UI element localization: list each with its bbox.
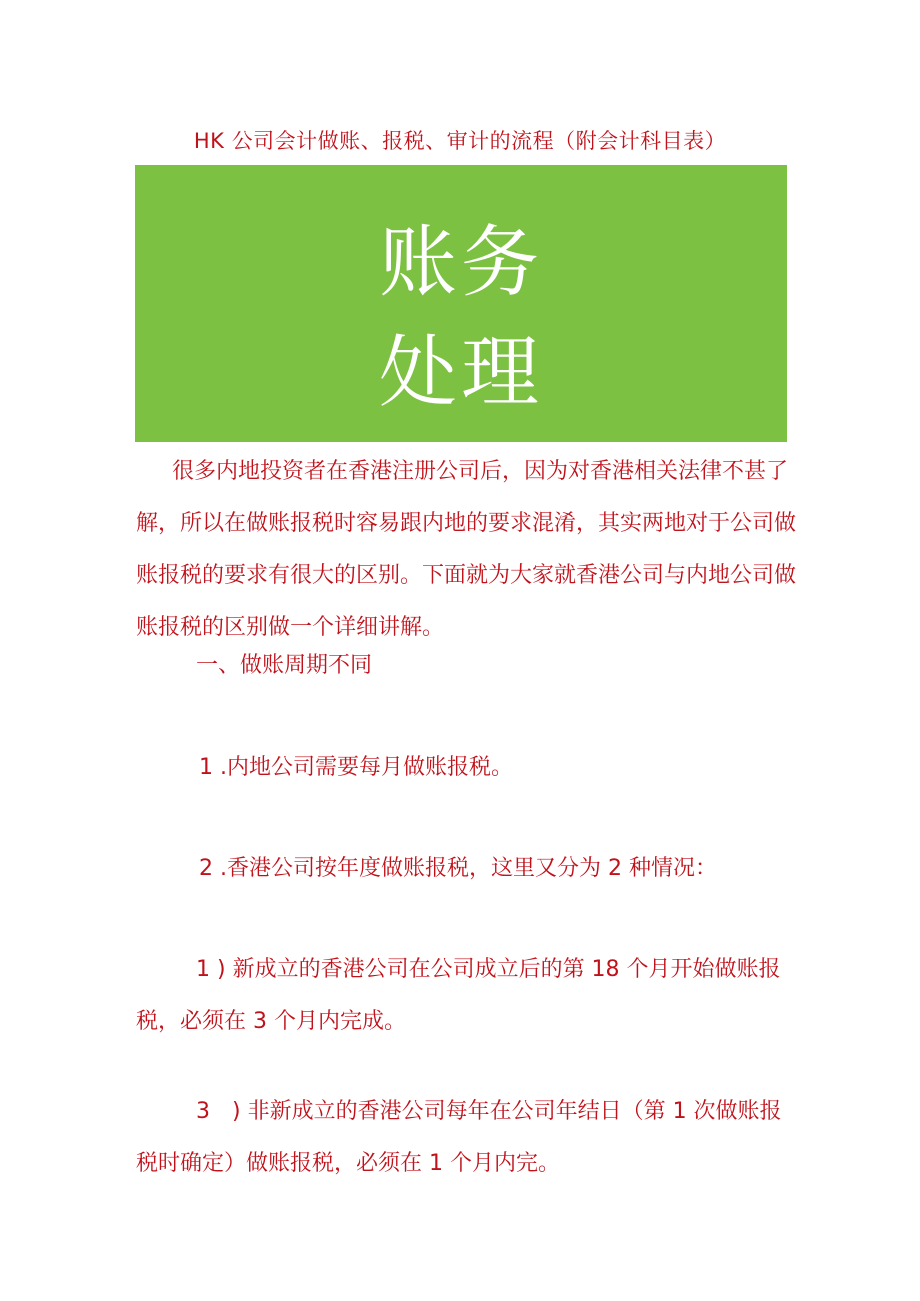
document-title: HK 公司会计做账、报税、审计的流程（附会计科目表） [193, 129, 727, 153]
list-item: 1 ) 新成立的香港公司在公司成立后的第 18 个月开始做账报税，必须在 3 个月内完成。 [136, 957, 781, 1034]
list-item: 2 .香港公司按年度做账报税，这里又分为 2 种情况： [199, 856, 717, 881]
list-item: 1 .内地公司需要每月做账报税。 [199, 755, 513, 780]
banner-block [135, 165, 787, 442]
section-heading: 一、做账周期不同 [196, 653, 373, 678]
intro-paragraph: 很多内地投资者在香港注册公司后，因为对香港相关法律不甚了解，所以在做账报税时容易跟内地的要求混淆，其实两地对于公司做账报税的要求有很大的区别。下面就为大家就香港公司与内地公司做账报税的区别做一个详细讲解。 [136, 459, 797, 640]
banner-text-line-2: 处理 [378, 328, 543, 418]
list-item: 3 ) 非新成立的香港公司每年在公司年结日（第 1 次做账报税时确定）做账报税，必须在 1 个月内完。 [136, 1099, 782, 1176]
banner-text-line-1: 账务 [378, 218, 543, 308]
